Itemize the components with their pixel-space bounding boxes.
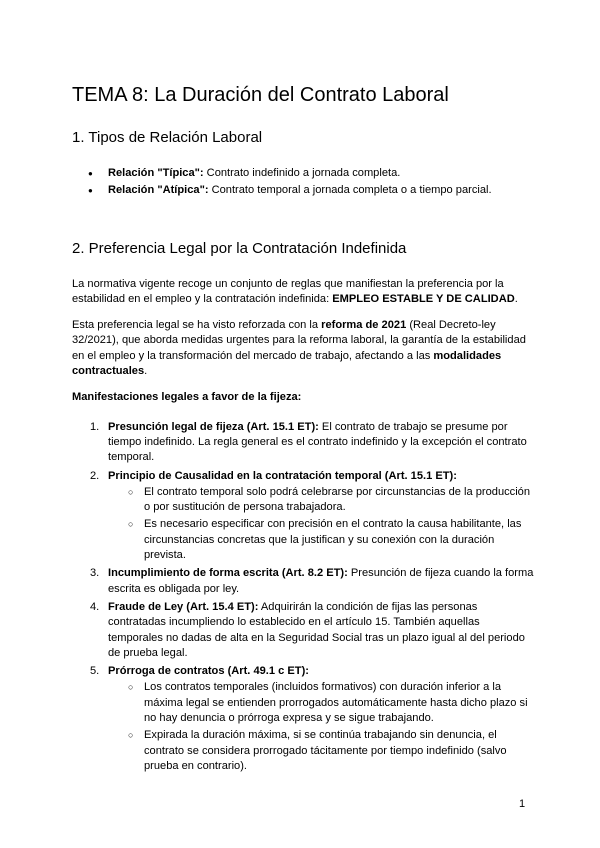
list-item: 5. Prórroga de contratos (Art. 49.1 c ET): ○ Los contratos temporales (incluidos formativos) con duración inferior a la máxima legal se entienden prorrogados automáticamente hasta dicho plazo si no hay denuncia o prórroga expresa y se sigue trabajando. ○ Expirada la duración máxima, si se continúa trabajando sin denuncia, el contrato se considera prorrogado tácitamente por tiempo indefinido (salvo prueba en contrario).: [90, 664, 534, 774]
section-2-heading: 2. Preferencia Legal por la Contratación Indefinida: [72, 239, 407, 257]
extension-sublist: [108, 680, 534, 774]
item-label: Relación "Típica":: [108, 167, 204, 179]
manifestations-heading: Manifestaciones legales a favor de la fijeza:: [72, 391, 302, 404]
item-label: Relación "Atípica":: [108, 184, 209, 197]
list-item: 1. Presunción legal de fijeza (Art. 15.1 ET): El contrato de trabajo se presume por tiempo indefinido. La regla general es el contrato indefinido y la excepción el contrato temporal.: [90, 420, 527, 464]
list-item: 2. Principio de Causalidad en la contratación temporal (Art. 15.1 ET): ○ El contrato temporal solo podrá celebrarse por circunstancias de la producción o por sustitución de persona trabajadora. ○ Es necesario especificar con precisión en el contrato la causa habilitante, las circunstancias concretas que la justifican y su conexión con la duración prevista.: [90, 469, 534, 564]
page-title: TEMA 8: La Duración del Contrato Laboral: [72, 84, 449, 106]
list-item: [84, 183, 534, 198]
document-page: [72, 82, 534, 777]
sub-list-item: ○ Es necesario especificar con precisión en el contrato la causa habilitante, las circunstancias concretas que la justifican y su conexión con la duración prevista.: [126, 517, 534, 563]
relation-types-list: [72, 166, 534, 199]
list-item: [84, 166, 534, 181]
intro-paragraph: La normativa vigente recoge un conjunto de reglas que manifiestan la preferencia por la estabilidad en el empleo y la contratación indefinida: EMPLEO ESTABLE Y DE CALIDAD.: [72, 277, 518, 305]
item-text: Contrato indefinido a jornada completa.: [203, 167, 401, 179]
page-number: 1: [519, 798, 526, 810]
item-text: Contrato temporal a jornada completa o a tiempo parcial.: [208, 184, 492, 197]
list-item: 3. Incumplimiento de forma escrita (Art. 8.2 ET): Presunción de fijeza cuando la forma escrita es obligada por ley.: [90, 567, 534, 595]
causality-sublist: [108, 485, 534, 563]
list-item: 4. Fraude de Ley (Art. 15.4 ET): Adquirirán la condición de fijas las personas contratadas incumpliendo lo establecido en el artículo 15. También aquellas temporales no dadas de alta en la Seguridad Social tras un plazo igual al del periodo de prueba legal.: [90, 600, 525, 659]
manifestations-list: [72, 420, 534, 775]
sub-list-item: ○ Los contratos temporales (incluidos formativos) con duración inferior a la máxima legal se entienden prorrogados automáticamente hasta dicho plazo si no hay denuncia o prórroga expresa y se sigue trabajando.: [126, 680, 534, 726]
section-1-heading: 1. Tipos de Relación Laboral: [72, 129, 263, 146]
reform-paragraph: Esta preferencia legal se ha visto reforzada con la reforma de 2021 (Real Decreto-ley 32/2021), que aborda medidas urgentes para la reforma laboral, la garantía de la estabilidad en el empleo y la transformación del mercado de trabajo, afectando a las modalidades contractuales.: [72, 319, 526, 378]
sub-list-item: ○ El contrato temporal solo podrá celebrarse por circunstancias de la producción o por sustitución de persona trabajadora.: [126, 485, 534, 516]
sub-list-item: ○ Expirada la duración máxima, si se continúa trabajando sin denuncia, el contrato se considera prorrogado tácitamente por tiempo indefinido (salvo prueba en contrario).: [126, 728, 534, 774]
